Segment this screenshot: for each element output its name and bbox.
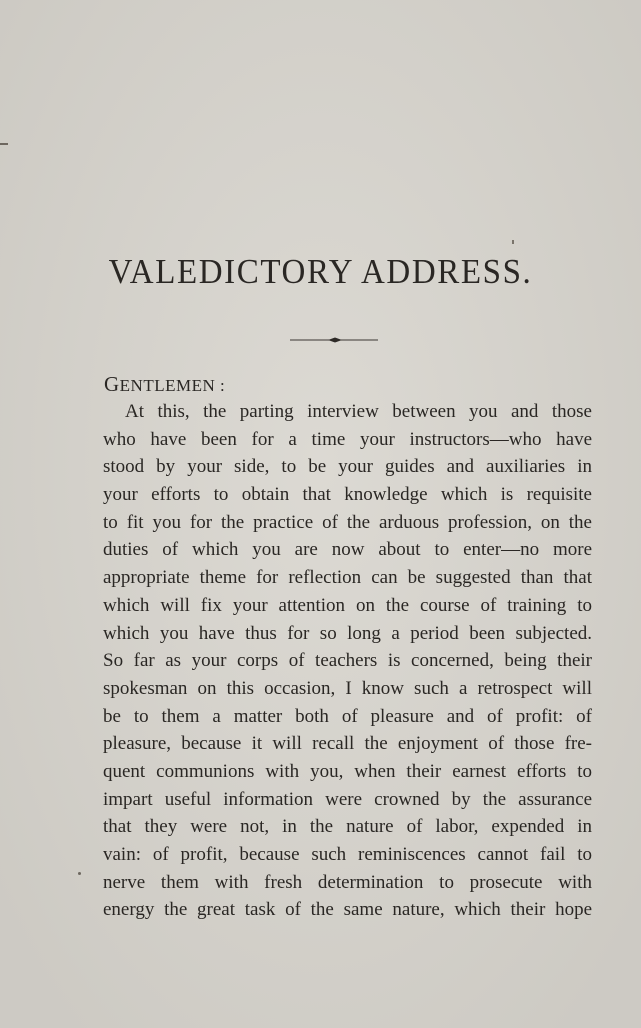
- text-line: that they were not, in the nature of labor, expended in: [103, 816, 592, 838]
- text-line: quent communions with you, when their earnest efforts to: [103, 760, 592, 782]
- ornament-rule: [290, 333, 378, 347]
- salutation-initial: G: [104, 372, 120, 396]
- salutation: [104, 372, 225, 398]
- text-line: stood by your side, to be your guides and auxiliaries in: [103, 456, 592, 478]
- salutation-rest: ENTLEMEN :: [119, 376, 226, 395]
- text-line: which will fix your attention on the course of training to: [103, 594, 592, 616]
- text-line: pleasure, because it will recall the enjoyment of those fre-: [103, 733, 592, 755]
- page-title: VALEDICTORY ADDRESS.: [108, 253, 533, 292]
- text-line: At this, the parting interview between you and those: [125, 401, 592, 422]
- text-line: energy the great task of the same nature, which their hope: [103, 899, 592, 921]
- text-line: vain: of profit, because such reminiscences cannot fail to: [103, 844, 592, 865]
- text-line: which you have thus for so long a period been subjected.: [103, 622, 592, 644]
- text-line: duties of which you are now about to enter—no more: [103, 539, 592, 561]
- page-edge-mark: [0, 143, 8, 145]
- paper-speck: [512, 240, 514, 244]
- margin-mark: [78, 872, 81, 875]
- body-paragraph: [103, 398, 592, 924]
- text-line: who have been for a time your instructors—who have: [103, 428, 592, 450]
- text-line: be to them a matter both of pleasure and of profit: of: [103, 705, 592, 727]
- text-line: to fit you for the practice of the arduous profession, on the: [103, 511, 592, 533]
- text-line: nerve them with fresh determination to prosecute with: [103, 871, 592, 893]
- text-line: spokesman on this occasion, I know such a retrospect will: [103, 677, 592, 699]
- text-line: So far as your corps of teachers is concerned, being their: [103, 650, 592, 672]
- text-line: appropriate theme for reflection can be suggested than that: [103, 567, 592, 589]
- text-line: your efforts to obtain that knowledge which is requisite: [103, 484, 592, 506]
- text-line: impart useful information were crowned by the assurance: [103, 788, 592, 810]
